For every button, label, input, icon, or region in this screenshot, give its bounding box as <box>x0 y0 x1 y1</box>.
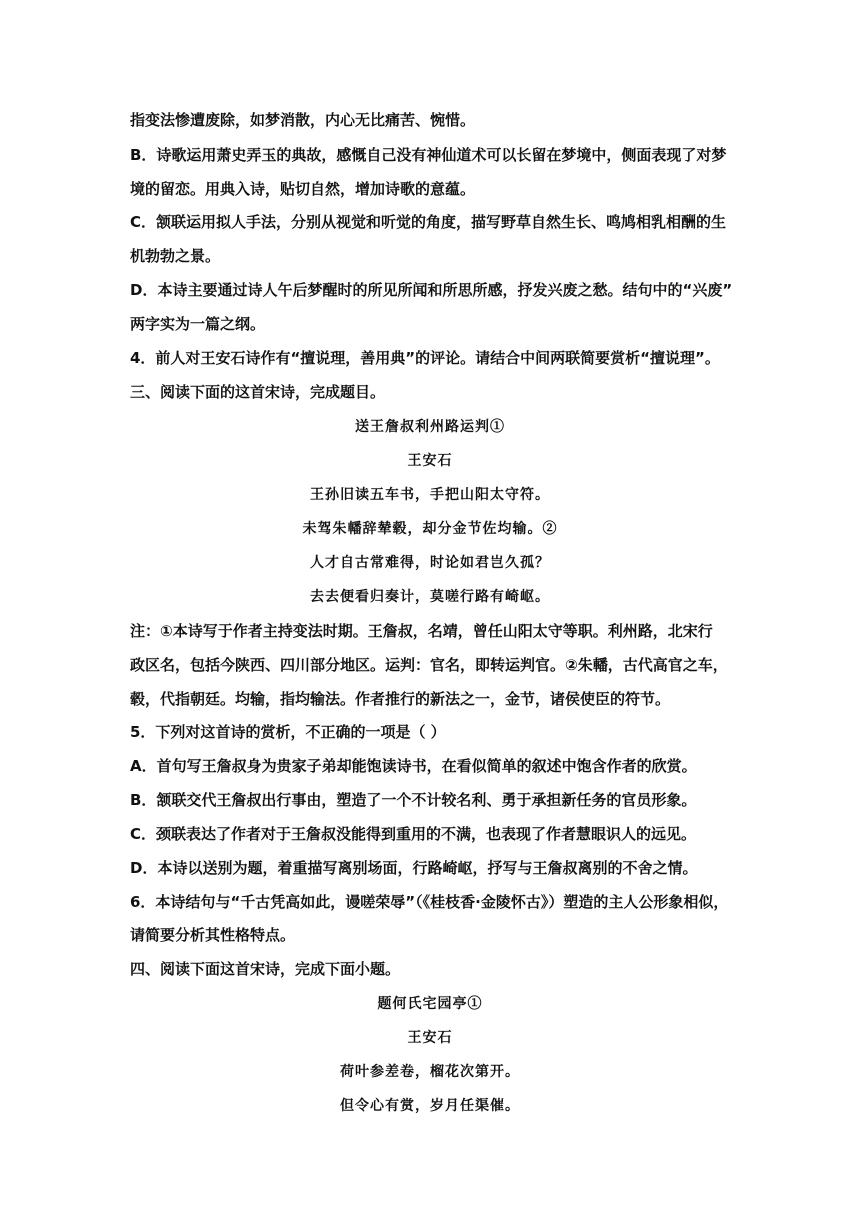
section-heading-4: 四、阅读下面这首宋诗，完成下面小题。 <box>130 960 401 978</box>
text-line: 两字实为一篇之纲。 <box>130 315 266 333</box>
option-c: C．颔联运用拟人手法，分别从视觉和听觉的角度，描写野草自然生长、鸣鸠相乳相酬的生 <box>130 213 727 231</box>
option-a: A．首句写王詹叔身为贵家子弟却能饱读诗书，在看似简单的叙述中饱含作者的欣赏。 <box>130 757 697 775</box>
question-6: 6．本诗结句与“千古凭高如此，谩嗟荣辱”（《桂枝香·金陵怀古》）塑造的主人公形象相似， <box>130 893 729 911</box>
poem-author: 王安石 <box>407 453 453 469</box>
poem-line: 去去便看归奏计，莫嗟行路有崎岖。 <box>310 589 550 605</box>
poem-line: 但令心有赏，岁月任渠催。 <box>340 1098 520 1114</box>
poem-title: 送王詹叔利州路运判① <box>355 419 505 435</box>
poem-line: 荷叶参差卷，榴花次第开。 <box>340 1064 520 1080</box>
note-line: 政区名，包括今陕西、四川部分地区。运判：官名，即转运判官。②朱轓，古代高官之车， <box>130 656 728 674</box>
poem-line: 未驾朱轓辞辇毂，却分金节佐均输。② <box>302 521 558 537</box>
text-line: 境的留恋。用典入诗，贴切自然，增加诗歌的意蕴。 <box>130 180 476 198</box>
text-line: 指变法惨遭废除，如梦消散，内心无比痛苦、惋惜。 <box>130 111 476 129</box>
option-b: B．诗歌运用萧史弄玉的典故，感慨自己没有神仙道术可以长留在梦境中，侧面表现了对梦 <box>130 146 727 164</box>
note-line: 毂，代指朝廷。均输，指均输法。作者推行的新法之一，金节，诸侯使臣的符节。 <box>130 690 671 708</box>
note-line: 注：①本诗写于作者主持变法时期。王詹叔，名靖，曾任山阳太守等职。利州路，北宋行 <box>130 622 713 640</box>
text-line: 请简要分析其性格特点。 <box>130 926 296 944</box>
question-4: 4．前人对王安石诗作有“擅说理，善用典”的评论。请结合中间两联简要赏析“擅说理”。 <box>130 349 720 367</box>
poem-line: 人才自古常难得，时论如君岂久孤？ <box>310 555 550 571</box>
text-line: 机勃勃之景。 <box>130 247 221 265</box>
question-5: 5．下列对这首诗的赏析，不正确的一项是（ ） <box>130 723 446 741</box>
section-heading-3: 三、阅读下面的这首宋诗，完成题目。 <box>130 383 386 401</box>
option-b: B．颔联交代王詹叔出行事由，塑造了一个不计较名利、勇于承担新任务的官员形象。 <box>130 791 697 809</box>
option-d: D．本诗以送别为题，着重描写离别场面，行路崎岖，抒写与王詹叔离别的不舍之情。 <box>130 859 698 877</box>
poem-author: 王安石 <box>407 1030 453 1046</box>
poem-line: 王孙旧读五车书，手把山阳太守符。 <box>310 487 550 503</box>
option-d: D．本诗主要通过诗人午后梦醒时的所见所闻和所思所感，抒发兴废之愁。结句中的“兴废” <box>130 281 733 299</box>
option-c: C．颈联表达了作者对于王詹叔没能得到重用的不满，也表现了作者慧眼识人的远见。 <box>130 825 697 843</box>
poem-title: 题何氏宅园亭① <box>377 996 483 1012</box>
